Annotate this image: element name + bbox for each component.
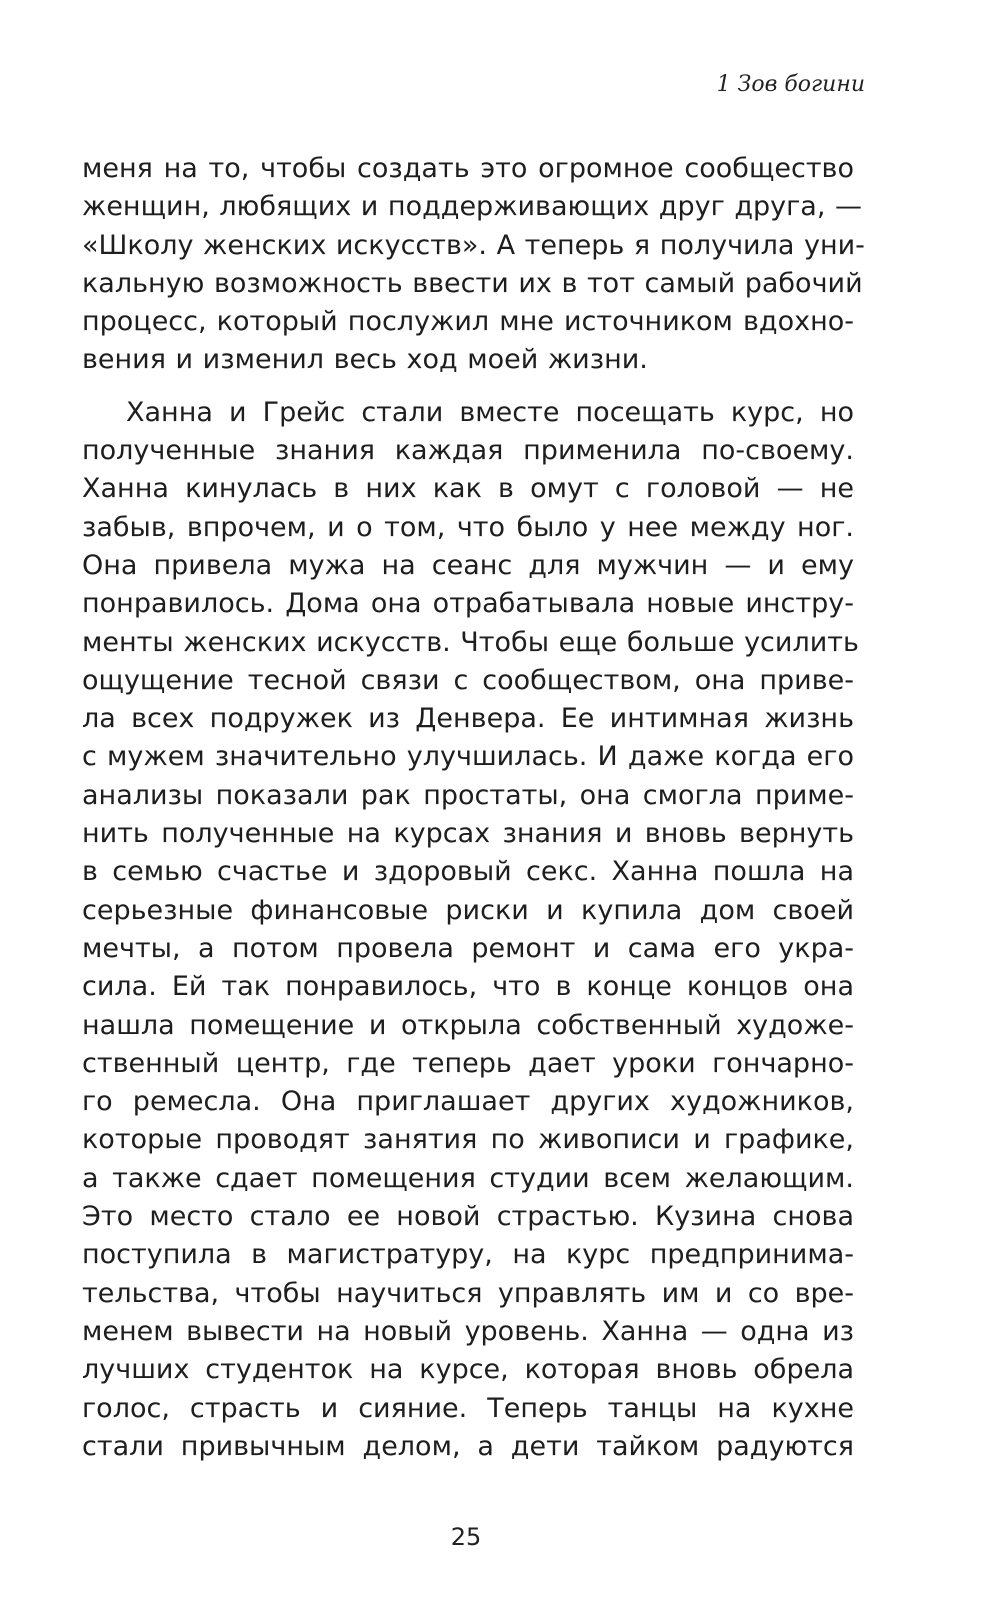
paragraph-gap bbox=[82, 380, 854, 394]
body-text bbox=[82, 150, 865, 1466]
text-line: сила. Ей так понравилось, что в конце концов она bbox=[82, 971, 854, 1003]
text-line: «Школу женских искусств». А теперь я получила уни- bbox=[82, 229, 865, 261]
text-line: стали привычным делом, а дети тайком радуются bbox=[82, 1430, 854, 1462]
text-line: а также сдает помещения студии всем желающим. bbox=[82, 1162, 854, 1194]
text-line: тельства, чтобы научиться управлять им и со вре- bbox=[82, 1277, 854, 1309]
text-line: го ремесла. Она приглашает других художников, bbox=[82, 1086, 854, 1118]
text-line: процесс, который послужил мне источником вдохно- bbox=[82, 306, 854, 338]
text-line: полученные знания каждая применила по-своему. bbox=[82, 435, 854, 467]
text-line: голос, страсть и сияние. Теперь танцы на кухне bbox=[82, 1392, 854, 1424]
text-line: менты женских искусств. Чтобы еще больше усилить bbox=[82, 626, 859, 658]
running-head: 1 Зов богини bbox=[716, 72, 865, 97]
text-line: серьезные финансовые риски и купила дом своей bbox=[82, 894, 854, 926]
paragraph bbox=[82, 394, 859, 1466]
text-line: анализы показали рак простаты, она смогла приме- bbox=[82, 779, 854, 811]
text-line: ощущение тесной связи с сообществом, она приве- bbox=[82, 664, 854, 696]
text-line: забыв, впрочем, и о том, что было у нее между ног. bbox=[82, 511, 854, 543]
text-line: Она привела мужа на сеанс для мужчин — и ему bbox=[82, 549, 854, 581]
text-line: меня на то, чтобы создать это огромное сообщество bbox=[82, 153, 854, 184]
text-line: поступила в магистратуру, на курс предпринима- bbox=[82, 1239, 854, 1271]
text-line: лучших студенток на курсе, которая вновь обрела bbox=[82, 1354, 854, 1386]
text-line: мечты, а потом провела ремонт и сама его укра- bbox=[82, 932, 854, 964]
page-number: 25 bbox=[450, 1523, 482, 1551]
text-line: которые проводят занятия по живописи и графике, bbox=[82, 1124, 854, 1156]
text-line: с мужем значительно улучшилась. И даже когда его bbox=[82, 741, 854, 773]
text-line: менем вывести на новый уровень. Ханна — одна из bbox=[82, 1315, 854, 1347]
text-line: Ханна и Грейс стали вместе посещать курс, но bbox=[126, 396, 854, 428]
text-line: ственный центр, где теперь дает уроки гончарно- bbox=[82, 1047, 854, 1079]
paragraph bbox=[82, 150, 865, 380]
text-line: вения и изменил весь ход моей жизни. bbox=[82, 344, 648, 376]
text-line: в семью счастье и здоровый секс. Ханна пошла на bbox=[82, 856, 854, 888]
text-line: женщин, любящих и поддерживающих друг друга, — bbox=[82, 191, 863, 223]
text-line: ла всех подружек из Денвера. Ее интимная жизнь bbox=[82, 703, 854, 735]
text-line: Это место стало ее новой страстью. Кузина снова bbox=[82, 1201, 854, 1233]
text-line: нашла помещение и открыла собственный художе- bbox=[82, 1009, 854, 1041]
text-line: кальную возможность ввести их в тот самый рабочий bbox=[82, 267, 863, 299]
text-line: нить полученные на курсах знания и вновь вернуть bbox=[82, 818, 854, 850]
text-line: понравилось. Дома она отрабатывала новые инстру- bbox=[82, 588, 854, 620]
text-line: Ханна кинулась в них как в омут с головой — не bbox=[82, 473, 854, 505]
